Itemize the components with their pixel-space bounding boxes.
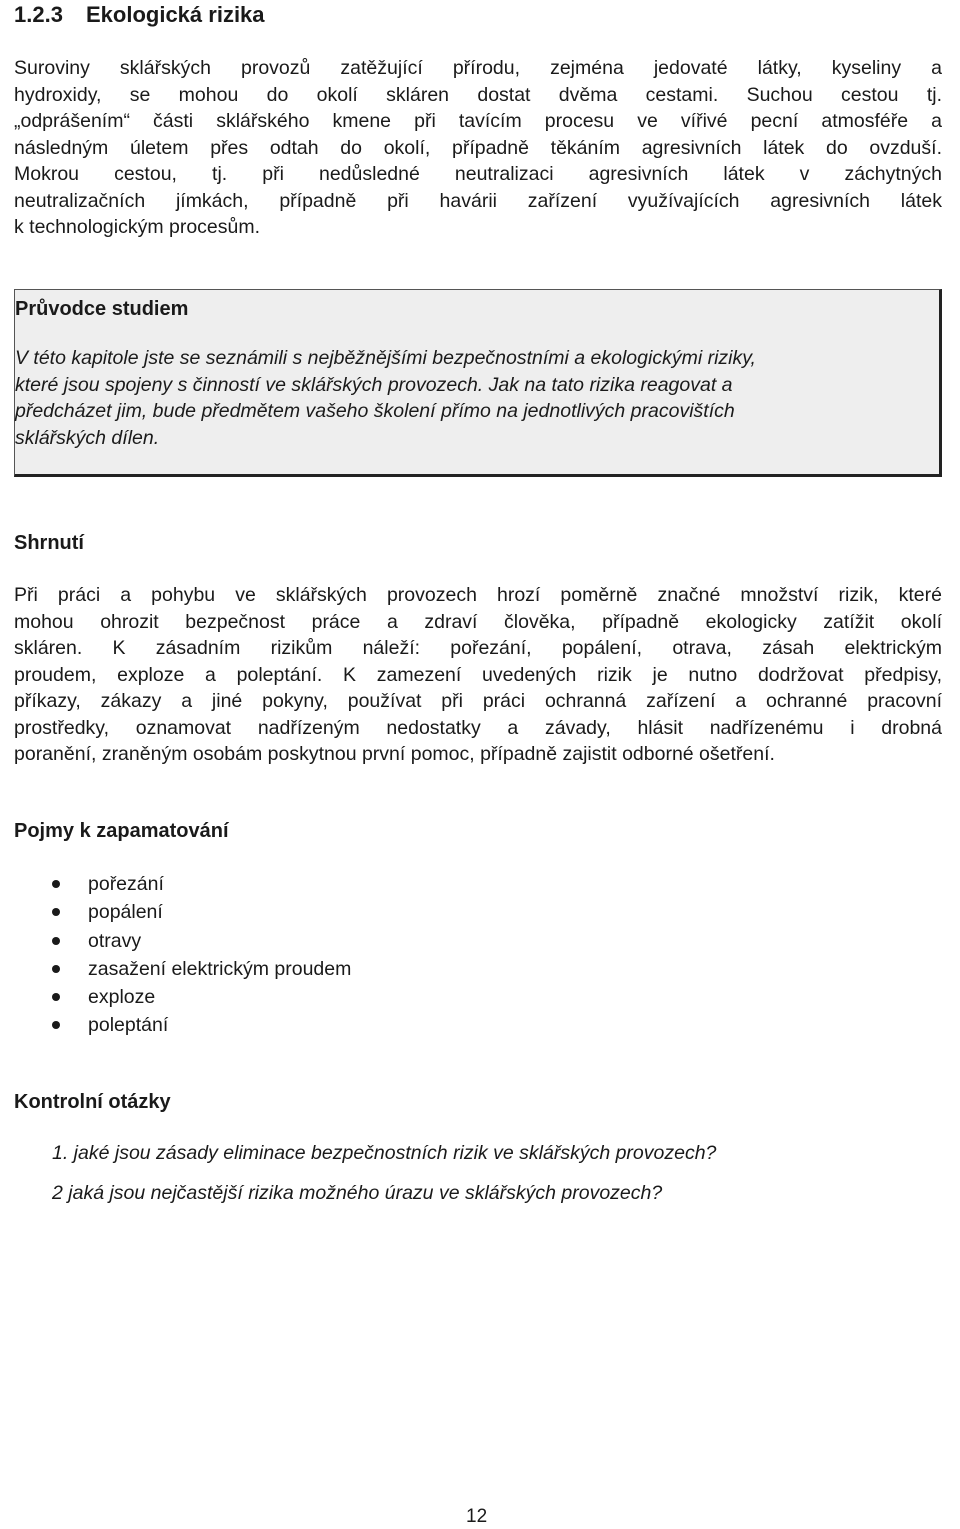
questions-heading: Kontrolní otázky bbox=[14, 1091, 171, 1113]
page-number: 12 bbox=[466, 1506, 488, 1527]
bullet-icon bbox=[52, 1021, 60, 1029]
list-item bbox=[14, 983, 351, 1011]
term-text: exploze bbox=[88, 986, 156, 1009]
paragraph-line: Suroviny sklářských provozů zatěžující přírodu, zejména jedovaté látky, kyseliny a bbox=[14, 57, 942, 79]
question-item: 2 jaká jsou nejčastější rizika možného úrazu ve sklářských provozech? bbox=[52, 1182, 663, 1204]
section-heading bbox=[14, 0, 265, 30]
section-number: 1.2.3 bbox=[14, 2, 63, 27]
intro-paragraph bbox=[14, 55, 942, 241]
study-guide-line: V této kapitole jste se seznámili s nejběžnějšími bezpečnostními a ekologickými riziky, bbox=[15, 347, 756, 369]
summary-paragraph bbox=[14, 582, 942, 768]
terms-heading: Pojmy k zapamatování bbox=[14, 820, 229, 842]
term-text: popálení bbox=[88, 901, 163, 924]
paragraph-line: Při práci a pohybu ve sklářských provozech hrozí poměrně značné množství rizik, které bbox=[14, 584, 942, 606]
study-guide-text bbox=[15, 345, 925, 451]
study-guide-box bbox=[14, 289, 942, 477]
list-item bbox=[14, 1011, 351, 1039]
paragraph-line: hydroxidy, se mohou do okolí skláren dostat dvěma cestami. Suchou cestou tj. bbox=[14, 83, 942, 106]
study-guide-line: sklářských dílen. bbox=[15, 426, 160, 449]
list-item bbox=[14, 898, 351, 926]
section-title: Ekologická rizika bbox=[86, 2, 265, 27]
bullet-icon bbox=[52, 880, 60, 888]
list-item bbox=[14, 955, 351, 983]
bullet-icon bbox=[52, 993, 60, 1001]
paragraph-line: proudem, exploze a poleptání. K zamezení uvedených rizik je nutno dodržovat předpisy, bbox=[14, 663, 942, 686]
list-item bbox=[14, 870, 351, 898]
question-item: 1. jaké jsou zásady eliminace bezpečnostních rizik ve sklářských provozech? bbox=[52, 1142, 717, 1164]
paragraph-line: mohou ohrozit bezpečnost práce a zdraví člověka, případně ekologicky zatížit okolí bbox=[14, 610, 942, 633]
study-guide-line: které jsou spojeny s činností ve sklářských provozech. Jak na tato rizika reagovat a bbox=[15, 373, 733, 396]
bullet-icon bbox=[52, 908, 60, 916]
paragraph-line: Mokrou cestou, tj. při nedůsledné neutralizaci agresivních látek v záchytných bbox=[14, 163, 942, 185]
summary-heading: Shrnutí bbox=[14, 532, 84, 554]
bullet-icon bbox=[52, 965, 60, 973]
term-text: zasažení elektrickým proudem bbox=[88, 957, 352, 980]
term-text: pořezání bbox=[88, 873, 164, 895]
list-item bbox=[14, 927, 351, 955]
paragraph-line: neutralizačních jímkách, případně při havárii zařízení využívajících agresivních látek bbox=[14, 189, 942, 212]
bullet-icon bbox=[52, 937, 60, 945]
term-text: otravy bbox=[88, 929, 142, 952]
paragraph-line: příkazy, zákazy a jiné pokyny, používat při práci ochranná zařízení a ochranné pracovní bbox=[14, 690, 942, 712]
paragraph-line: poranění, zraněným osobám poskytnou první pomoc, případně zajistit odborné ošetření. bbox=[14, 743, 775, 765]
paragraph-line: následným úletem přes odtah do okolí, případně těkáním agresivních látek do ovzduší. bbox=[14, 136, 942, 159]
paragraph-line: „odprášením“ části sklářského kmene při tavícím procesu ve vířivé pecní atmosféře a bbox=[14, 110, 942, 132]
study-guide-title: Průvodce studiem bbox=[15, 298, 189, 320]
paragraph-line: prostředky, oznamovat nadřízeným nedostatky a závady, hlásit nadřízenému i drobná bbox=[14, 716, 942, 739]
paragraph-line: skláren. K zásadním rizikům náleží: pořezání, popálení, otrava, zásah elektrickým bbox=[14, 637, 942, 659]
term-text: poleptání bbox=[88, 1014, 169, 1037]
terms-list bbox=[14, 870, 351, 1040]
paragraph-line: k technologickým procesům. bbox=[14, 216, 261, 238]
study-guide-line: předcházet jim, bude předmětem vašeho školení přímo na jednotlivých pracovištích bbox=[15, 400, 735, 422]
